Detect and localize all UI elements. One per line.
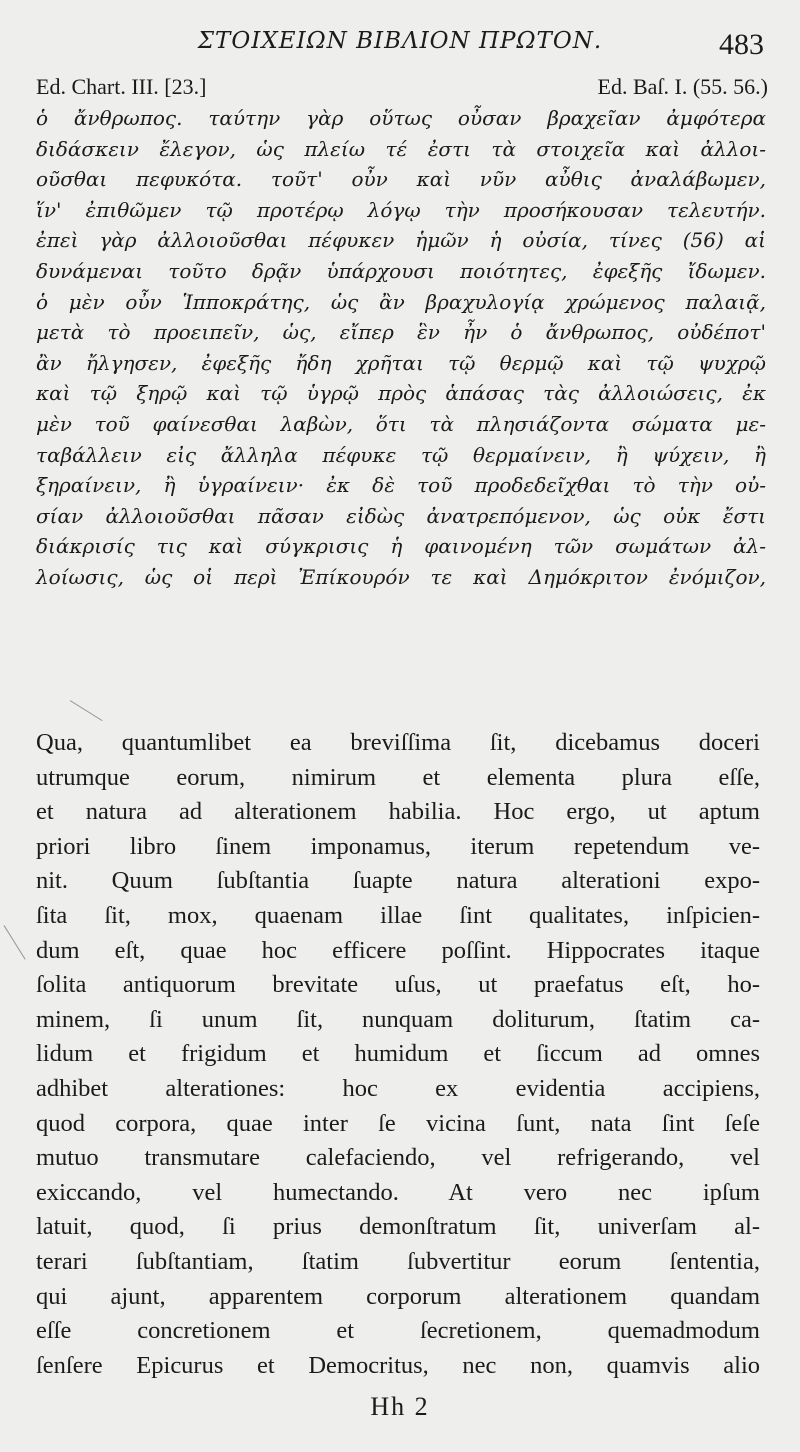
latin-line: minem, ſi unum ſit, nunquam doliturum, ſtatim ca- xyxy=(36,1005,760,1033)
latin-line: dum eſt, quae hoc efficere poſſint. Hippocrates itaque xyxy=(36,936,760,964)
greek-line: διάκρισίς τις καὶ σύγκρισις ἡ φαινομένη τῶν σωμάτων ἀλ- xyxy=(36,534,766,559)
margin-pencil-mark xyxy=(70,700,103,721)
latin-line: priori libro ſinem imponamus, iterum repetendum ve- xyxy=(36,832,760,860)
greek-line: μετὰ τὸ προειπεῖν, ὡς, εἴπερ ἓν ἦν ὁ ἄνθρωπος, οὐδέποτ' xyxy=(36,320,766,345)
greek-line: ξηραίνειν, ἢ ὑγραίνειν· ἐκ δὲ τοῦ προδεδεῖχθαι τὸ τὴν οὐ- xyxy=(36,473,766,498)
greek-line: καὶ τῷ ξηρῷ καὶ τῷ ὑγρῷ πρὸς ἁπάσας τὰς ἀλλοιώσεις, ἐκ xyxy=(36,381,766,406)
greek-line: ἐπεὶ γὰρ ἀλλοιοῦσθαι πέφυκεν ἡμῶν ἡ οὐσία, τίνες (56) αἱ xyxy=(36,228,766,253)
edition-reference-right: Ed. Baſ. I. (55. 56.) xyxy=(597,74,768,99)
latin-line: nit. Quum ſubſtantia ſuapte natura alterationi expo- xyxy=(36,867,760,895)
greek-line: δυνάμεναι τοῦτο δρᾷν ὑπάρχουσι ποιότητες, ἐφεξῆς ἴδωμεν. xyxy=(36,258,766,283)
greek-line: διδάσκειν ἔλεγον, ὡς πλείω τέ ἐστι τὰ στοιχεῖα καὶ ἀλλοι- xyxy=(36,136,766,161)
greek-line: μὲν τοῦ φαίνεσθαι λαβὼν, ὅτι τὰ πλησιάζοντα σώματα με- xyxy=(36,411,766,436)
latin-line: ſolita antiquorum brevitate uſus, ut praefatus eſt, ho- xyxy=(36,971,760,999)
greek-line: ἂν ἤλγησεν, ἐφεξῆς ἤδη χρῆται τῷ θερμῷ καὶ τῷ ψυχρῷ xyxy=(36,350,766,375)
latin-line: quod corpora, quae inter ſe vicina ſunt, nata ſint ſeſe xyxy=(36,1109,760,1137)
latin-line: lidum et frigidum et humidum et ſiccum ad omnes xyxy=(36,1040,760,1068)
latin-line: eſſe concretionem et ſecretionem, quemadmodum xyxy=(36,1317,760,1345)
greek-line: ὁ ἄνθρωπος. ταύτην γὰρ οὕτως οὖσαν βραχεῖαν ἀμφότερα xyxy=(36,106,766,130)
latin-line: qui ajunt, apparentem corporum alterationem quandam xyxy=(36,1282,760,1310)
latin-line: ſenſere Epicurus et Democritus, nec non, quamvis alio xyxy=(36,1351,760,1379)
latin-line: et natura ad alterationem habilia. Hoc ergo, ut aptum xyxy=(36,798,760,826)
latin-line: latuit, quod, ſi prius demonſtratum ſit, univerſam al- xyxy=(36,1213,760,1241)
margin-pencil-mark xyxy=(4,925,26,959)
running-title: ΣΤΟΙΧΕΙΩΝ ΒΙΒΛΙΟΝ ΠΡΩΤΟΝ. xyxy=(197,28,603,54)
greek-line: ἵν' ἐπιθῶμεν τῷ προτέρῳ λόγῳ τὴν προσήκουσαν τελευτήν. xyxy=(36,197,766,222)
edition-reference-left: Ed. Chart. III. [23.] xyxy=(36,74,207,99)
latin-line: adhibet alterationes: hoc ex evidentia accipiens, xyxy=(36,1074,760,1102)
signature-mark: Hh 2 xyxy=(370,1392,430,1421)
latin-text-block xyxy=(36,726,760,1383)
latin-line: exiccando, vel humectando. At vero nec ipſum xyxy=(36,1178,760,1206)
latin-line: Qua, quantumlibet ea breviſſima ſit, dicebamus doceri xyxy=(36,729,760,756)
greek-line: ταβάλλειν εἰς ἄλληλα πέφυκε τῷ θερμαίνειν, ἢ ψύχειν, ἢ xyxy=(36,442,766,467)
latin-line: ſita ſit, mox, quaenam illae ſint qualitates, inſpicien- xyxy=(36,901,760,929)
page-number: 483 xyxy=(719,28,764,61)
greek-line: οῦσθαι πεφυκότα. τοῦτ' οὖν καὶ νῦν αὖθις ἀναλάβωμεν, xyxy=(36,167,766,192)
latin-line: terari ſubſtantiam, ſtatim ſubvertitur eorum ſententia, xyxy=(36,1247,760,1275)
greek-line: σίαν ἀλλοιοῦσθαι πᾶσαν εἰδὼς ἀνατρεπόμενον, ὡς οὐκ ἔστι xyxy=(36,503,766,528)
latin-line: utrumque eorum, nimirum et elementa plura eſſe, xyxy=(36,763,760,791)
greek-line: ὁ μὲν οὖν Ἱπποκράτης, ὡς ἂν βραχυλογίᾳ χρώμενος παλαιᾷ, xyxy=(36,289,766,314)
greek-line: λοίωσις, ὡς οἱ περὶ Ἐπίκουρόν τε καὶ Δημόκριτον ἐνόμιζον, xyxy=(36,564,766,589)
latin-line: mutuo transmutare calefaciendo, vel refrigerando, vel xyxy=(36,1144,760,1172)
greek-text-block xyxy=(36,103,766,593)
